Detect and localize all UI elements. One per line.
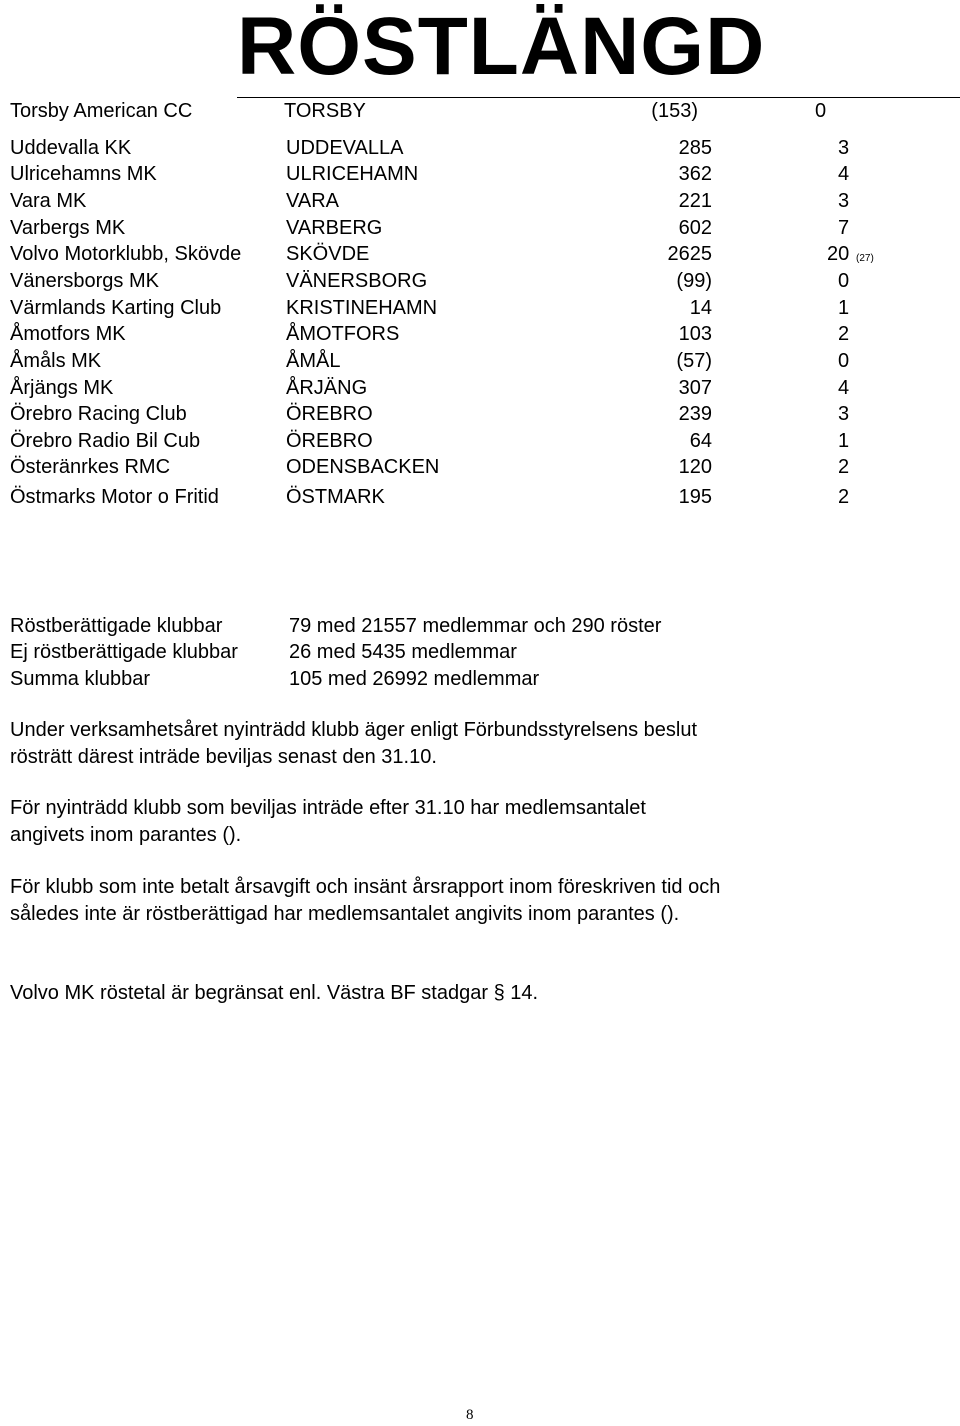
club-name: Värmlands Karting Club <box>10 297 222 319</box>
club-votes: 0 <box>838 270 850 292</box>
club-members: 285 <box>678 137 712 159</box>
summary-label: Ej röstberättigade klubbar <box>10 641 238 663</box>
club-city: KRISTINEHAMN <box>286 297 438 319</box>
club-members: 64 <box>689 430 712 452</box>
club-city: UDDEVALLA <box>286 137 404 159</box>
club-name: Vara MK <box>10 190 87 212</box>
page-number: 8 <box>466 1407 474 1423</box>
club-members: 307 <box>678 377 712 399</box>
club-name: Vänersborgs MK <box>10 270 159 292</box>
summary-label: Summa klubbar <box>10 668 151 690</box>
club-votes: 4 <box>838 163 850 185</box>
club-votes: 2 <box>838 486 850 508</box>
club-votes: 20 <box>827 243 850 265</box>
club-city: VARBERG <box>286 217 383 239</box>
club-votes: 2 <box>838 323 850 345</box>
club-votes: 4 <box>838 377 850 399</box>
club-city: ÅRJÄNG <box>286 377 368 399</box>
club-city: VÄNERSBORG <box>286 270 428 292</box>
note-paragraph: För klubb som inte betalt årsavgift och insänt årsrapport inom föreskriven tid och således inte är röstberättigad har medlemsantalet angivits inom parantes (). <box>10 876 721 925</box>
club-votes: 3 <box>838 137 850 159</box>
club-name: Örebro Radio Bil Cub <box>10 430 201 452</box>
club-votes: 0 <box>838 350 850 372</box>
club-city: TORSBY <box>284 100 366 122</box>
club-votes: 3 <box>838 403 850 425</box>
club-votes: 2 <box>838 456 850 478</box>
club-city: ÖREBRO <box>286 430 373 452</box>
summary-value: 26 med 5435 medlemmar <box>289 641 517 663</box>
club-members: 362 <box>678 163 712 185</box>
club-city: ULRICEHAMN <box>286 163 419 185</box>
club-members: 195 <box>678 486 712 508</box>
club-name: Varbergs MK <box>10 217 126 239</box>
club-name: Torsby American CC <box>10 100 193 122</box>
club-name: Östmarks Motor o Fritid <box>10 486 219 508</box>
club-members: 14 <box>689 297 712 319</box>
club-city: ÅMOTFORS <box>286 323 400 345</box>
note-paragraph: Volvo MK röstetal är begränsat enl. Västra BF stadgar § 14. <box>10 982 539 1004</box>
club-name: Uddevalla KK <box>10 137 132 159</box>
club-city: ÖREBRO <box>286 403 373 425</box>
club-name: Örebro Racing Club <box>10 403 187 425</box>
volvo-vote-note: (27) <box>856 253 874 264</box>
club-votes: 0 <box>815 100 827 122</box>
club-members: 120 <box>678 456 712 478</box>
club-members: 103 <box>678 323 712 345</box>
club-name: Volvo Motorklubb, Skövde <box>10 243 242 265</box>
club-members: 221 <box>678 190 712 212</box>
club-votes: 1 <box>838 297 850 319</box>
club-members: 2625 <box>667 243 712 265</box>
club-city: VARA <box>286 190 339 212</box>
club-name: Årjängs MK <box>10 377 114 399</box>
club-city: ÅMÅL <box>286 350 341 372</box>
club-city: ÖSTMARK <box>286 486 385 508</box>
title-rule <box>237 97 960 98</box>
note-paragraph: Under verksamhetsåret nyinträdd klubb äger enligt Förbundsstyrelsens beslut rösträtt därest inträde beviljas senast den 31.10. <box>10 719 698 768</box>
summary-value: 105 med 26992 medlemmar <box>289 668 540 690</box>
club-votes: 3 <box>838 190 850 212</box>
club-votes: 1 <box>838 430 850 452</box>
club-name: Åmotfors MK <box>10 323 126 345</box>
summary-value: 79 med 21557 medlemmar och 290 röster <box>289 615 662 637</box>
club-members: 602 <box>678 217 712 239</box>
club-name: Österänrkes RMC <box>10 456 171 478</box>
club-members: 239 <box>678 403 712 425</box>
club-members: (99) <box>676 270 712 292</box>
club-members: (57) <box>676 350 712 372</box>
summary-label: Röstberättigade klubbar <box>10 615 223 637</box>
club-city: ODENSBACKEN <box>286 456 440 478</box>
note-paragraph: För nyinträdd klubb som beviljas inträde efter 31.10 har medlemsantalet angivets inom parantes (). <box>10 797 646 846</box>
page-title: RÖSTLÄNGD <box>237 1 766 92</box>
club-members: (153) <box>651 100 698 122</box>
club-name: Ulricehamns MK <box>10 163 157 185</box>
club-name: Åmåls MK <box>10 350 102 372</box>
club-city: SKÖVDE <box>286 243 370 265</box>
club-votes: 7 <box>838 217 850 239</box>
